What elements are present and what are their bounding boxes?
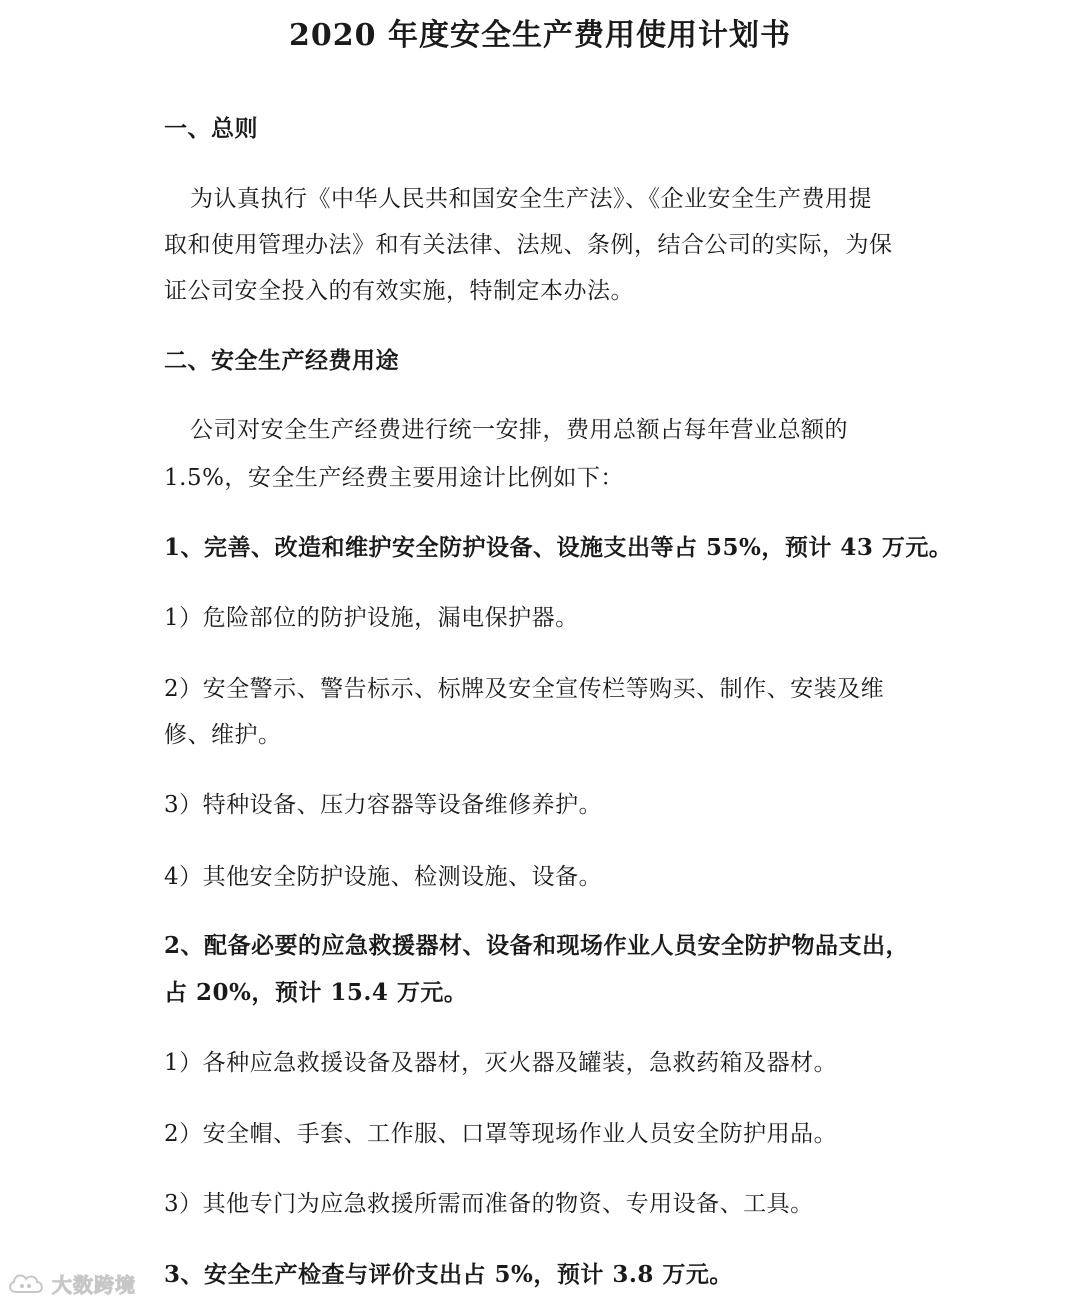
watermark-text: 大数跨境 <box>52 1272 136 1297</box>
list-item: 修、维护。 <box>164 722 282 748</box>
item-heading-2: 2、配备必要的应急救援器材、设备和现场作业人员安全防护物品支出， <box>164 932 910 959</box>
cloud-logo-icon <box>6 1270 46 1296</box>
list-item: 3）其他专门为应急救援所需而准备的物资、专用设备、工具。 <box>164 1191 814 1217</box>
list-item: 2）安全警示、警告标示、标牌及安全宣传栏等购买、制作、安装及维 <box>164 676 885 702</box>
document-title: 2020 年度安全生产费用使用计划书 <box>289 18 791 53</box>
section-heading-general: 一、总则 <box>164 115 258 142</box>
item-heading-3: 3、安全生产检查与评价支出占 5%，预计 3.8 万元。 <box>164 1261 733 1288</box>
paragraph-line: 取和使用管理办法》和有关法律、法规、条例，结合公司的实际，为保 <box>164 232 893 258</box>
section-heading-usage: 二、安全生产经费用途 <box>164 347 399 374</box>
paragraph-line: 为认真执行《中华人民共和国安全生产法》、《企业安全生产费用提 <box>190 186 872 212</box>
item-heading-1: 1、完善、改造和维护安全防护设备、设施支出等占 55%，预计 43 万元。 <box>164 534 953 561</box>
list-item: 2）安全帽、手套、工作服、口罩等现场作业人员安全防护用品。 <box>164 1121 838 1147</box>
list-item: 1）危险部位的防护设施，漏电保护器。 <box>164 605 579 631</box>
watermark <box>6 1268 136 1298</box>
paragraph-line: 公司对安全生产经费进行统一安排，费用总额占每年营业总额的 <box>190 417 848 443</box>
list-item: 3）特种设备、压力容器等设备维修养护。 <box>164 792 603 818</box>
paragraph-line: 证公司安全投入的有效实施，特制定本办法。 <box>164 278 634 304</box>
item-heading-2-cont: 占 20%，预计 15.4 万元。 <box>164 979 468 1006</box>
list-item: 4）其他安全防护设施、检测设施、设备。 <box>164 864 603 890</box>
list-item: 1）各种应急救援设备及器材，灭火器及罐装，急救药箱及器材。 <box>164 1050 838 1076</box>
paragraph-line: 1.5%，安全生产经费主要用途计比例如下： <box>164 465 624 491</box>
